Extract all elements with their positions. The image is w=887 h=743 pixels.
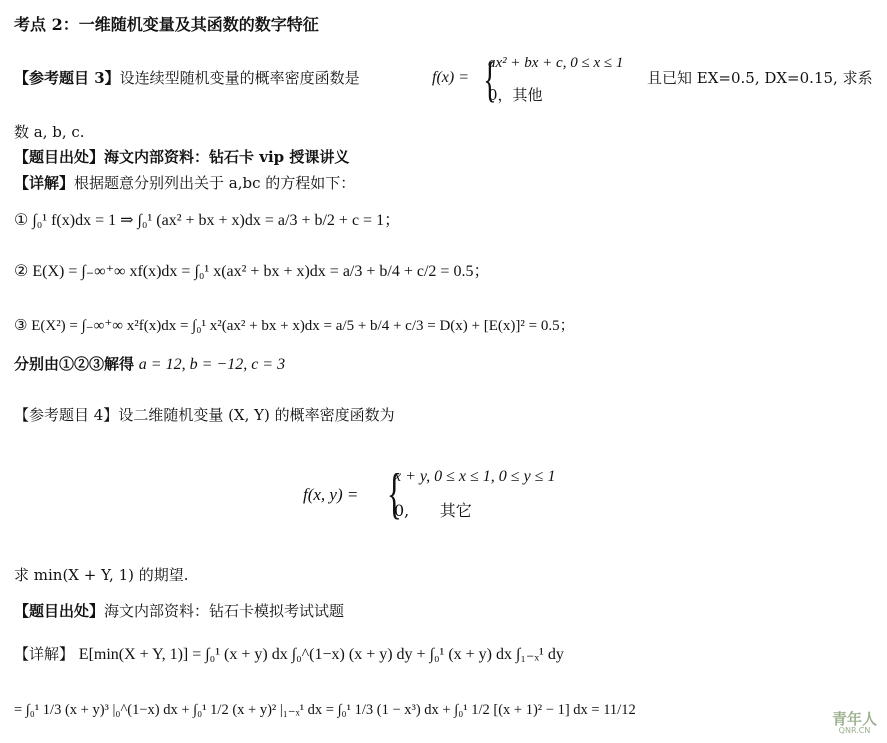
q3-func: f(x) = bbox=[432, 69, 469, 86]
section-title: 考点 2：一维随机变量及其函数的数字特征 bbox=[14, 15, 319, 34]
watermark-cn: 青年人 bbox=[831, 710, 877, 728]
q3-stem-cont: 数 a, b, c. bbox=[14, 123, 85, 141]
q4-source-text: 海文内部资料：钻石卡模拟考试试题 bbox=[104, 602, 345, 620]
q4-source bbox=[14, 601, 344, 621]
q3-result-label: 分别由①②③解得 bbox=[14, 355, 135, 373]
watermark bbox=[831, 710, 877, 737]
q3-detail-label: 【详解】 bbox=[14, 174, 75, 192]
q3-brace: { bbox=[483, 51, 497, 107]
q4-sol1: E[min(X + Y, 1)] = ∫₀¹ (x + y) dx ∫₀^(1−x) (x + y) dy + ∫₀¹ (x + y) dx ∫₁₋ₓ¹ dy bbox=[78, 646, 564, 663]
q4-stem bbox=[14, 405, 395, 425]
q3-source-text: 海文内部资料：钻石卡 vip 授课讲义 bbox=[104, 148, 350, 166]
q3-detail-intro: 根据题意分别列出关于 a,bc 的方程如下： bbox=[74, 174, 356, 192]
q3-result bbox=[14, 354, 285, 375]
q4-case2: 0, 其它 bbox=[394, 501, 472, 520]
q3-case2: 0，其他 bbox=[488, 86, 543, 104]
q3-eq3: ③ E(X²) = ∫₋∞⁺∞ x²f(x)dx = ∫₀¹ x²(ax² + bx + x)dx = a/5 + b/4 + c/3 = D(x) + [E(x)]² = 0.5； bbox=[14, 318, 575, 334]
q3-stem-after: 且已知 EX=0.5, DX=0.15, 求系 bbox=[647, 69, 873, 87]
q3-stem bbox=[14, 68, 360, 88]
watermark-en: QNR.CN bbox=[838, 726, 871, 735]
q4-sol2: = ∫₀¹ 1/3 (x + y)³ |₀^(1−x) dx + ∫₀¹ 1/2 (x + y)² |₁₋ₓ¹ dx = ∫₀¹ 1/3 (1 − x³) dx + ∫₀¹ 1/2 [(x + 1)² − 1] dx = 11/12 bbox=[14, 702, 636, 718]
q4-stem-text: 设二维随机变量 (X, Y) 的概率密度函数为 bbox=[118, 406, 395, 424]
q4-source-label: 【题目出处】 bbox=[14, 602, 105, 620]
q4-detail-label: 【详解】 bbox=[14, 645, 75, 663]
q3-detail bbox=[14, 173, 355, 193]
q4-brace: { bbox=[387, 463, 402, 525]
q4-case1: x + y, 0 ≤ x ≤ 1, 0 ≤ y ≤ 1 bbox=[394, 468, 556, 485]
q3-eq1: ① ∫₀¹ f(x)dx = 1 ⇒ ∫₀¹ (ax² + bx + x)dx = a/3 + b/2 + c = 1； bbox=[14, 212, 401, 229]
q3-label: 【参考题目 3】 bbox=[14, 69, 120, 87]
q4-func: f(x, y) = bbox=[303, 485, 359, 504]
q3-result-values: a = 12, b = −12, c = 3 bbox=[138, 356, 286, 373]
q4-ask: 求 min(X + Y, 1) 的期望. bbox=[14, 566, 189, 584]
q3-source bbox=[14, 147, 349, 167]
q3-source-label: 【题目出处】 bbox=[14, 148, 105, 166]
q4-label: 【参考题目 4】 bbox=[14, 406, 119, 424]
q3-case1: ax² + bx + c, 0 ≤ x ≤ 1 bbox=[488, 55, 624, 71]
q4-detail bbox=[14, 644, 564, 665]
q3-eq2: ② E(X) = ∫₋∞⁺∞ xf(x)dx = ∫₀¹ x(ax² + bx + x)dx = a/3 + b/4 + c/2 = 0.5； bbox=[14, 263, 490, 280]
q3-stem-before: 设连续型随机变量的概率密度函数是 bbox=[119, 69, 360, 87]
